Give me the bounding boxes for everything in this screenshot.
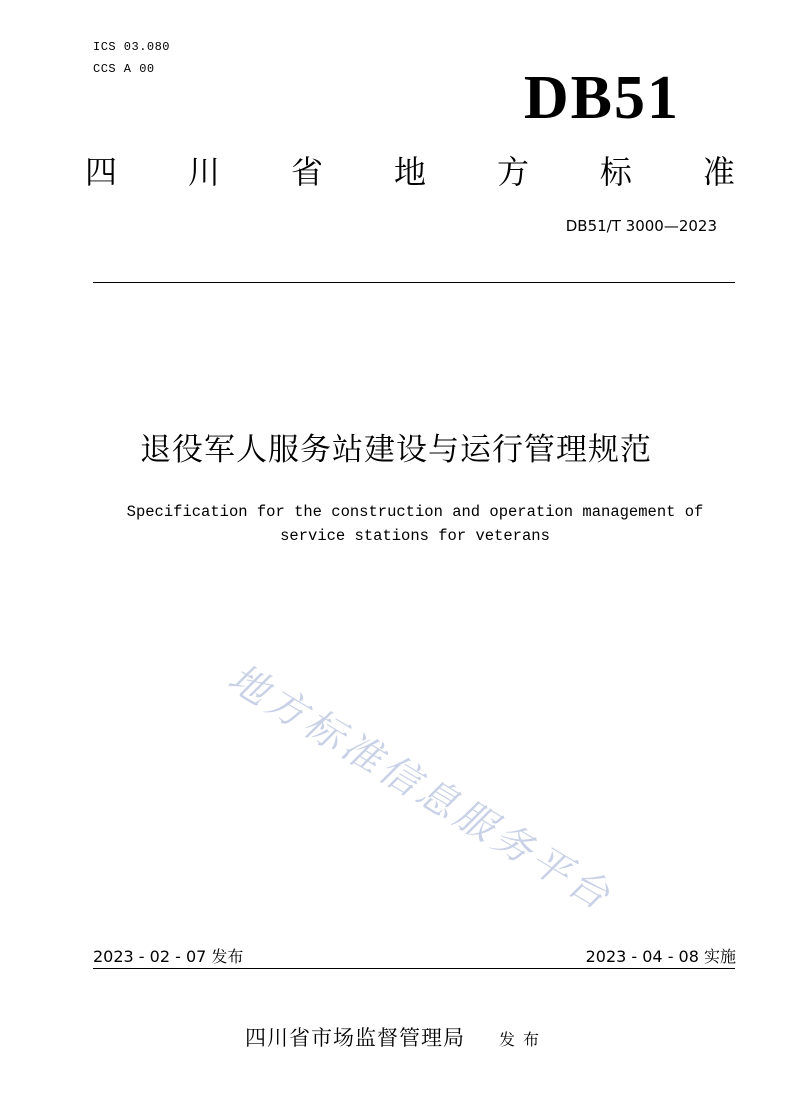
bottom-divider	[93, 968, 735, 969]
standard-type-char: 省	[290, 153, 323, 191]
issuer-block	[0, 1022, 792, 1052]
implementation-date: 2023 - 04 - 08 实施	[585, 947, 736, 966]
title-english: Specification for the construction and operation management of service stations for veterans	[126, 503, 704, 545]
standard-type-char: 川	[187, 153, 220, 191]
standard-number: DB51/T 3000—2023	[565, 217, 717, 235]
standard-type-char: 地	[393, 153, 426, 191]
standard-type-char: 标	[599, 153, 632, 191]
ccs-code: CCS A 00	[93, 62, 155, 76]
issuer-organization: 四川省市场监督管理局	[244, 1026, 465, 1050]
ics-code: ICS 03.080	[93, 40, 171, 54]
issuer-action: 发布	[498, 1030, 547, 1049]
db51-logo: DB51	[523, 64, 680, 132]
watermark-text: 地方标准信息服务平台	[220, 655, 621, 921]
top-divider	[93, 282, 735, 283]
standard-type-char: 准	[702, 153, 735, 191]
title-chinese: 退役军人服务站建设与运行管理规范	[140, 432, 652, 468]
standard-type-char: 方	[496, 153, 529, 191]
standard-type-heading	[85, 150, 735, 194]
issue-date: 2023 - 02 - 07 发布	[93, 947, 244, 966]
standard-type-char: 四	[85, 153, 118, 191]
